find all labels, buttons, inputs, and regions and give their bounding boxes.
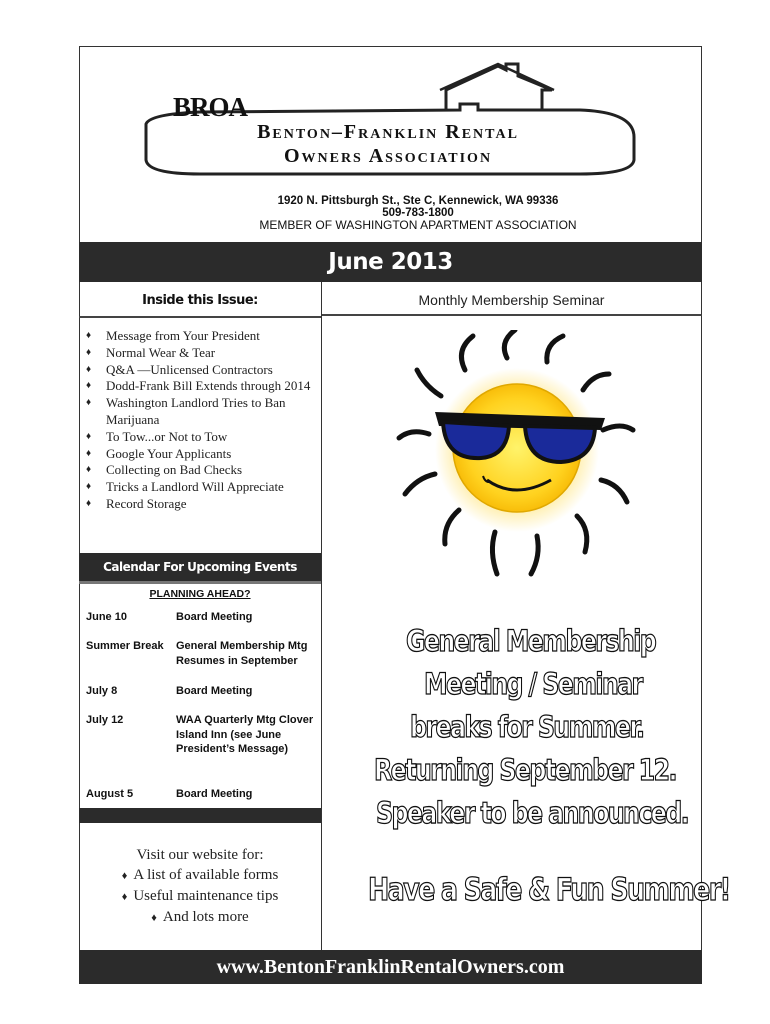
event-text: Board Meeting bbox=[176, 685, 253, 697]
diamond-bullet-icon: ♦ bbox=[86, 346, 92, 358]
list-item: ♦ Washington Landlord Tries to Ban Marijuana bbox=[86, 395, 286, 427]
announcement-line: Meeting / Seminar bbox=[424, 667, 642, 701]
diamond-bullet-icon: ♦ bbox=[121, 870, 128, 882]
announcement-line: Speaker to be announced. bbox=[376, 796, 689, 830]
event-date: August 5 bbox=[86, 788, 134, 800]
membership-line: MEMBER OF WASHINGTON APARTMENT ASSOCIATION bbox=[259, 218, 577, 232]
list-item: ♦ Record Storage bbox=[86, 495, 187, 511]
association-name bbox=[158, 120, 618, 176]
list-item: ♦ Tricks a Landlord Will Appreciate bbox=[86, 479, 284, 495]
list-item: ♦ Useful maintenance tips bbox=[121, 888, 279, 904]
street-address: 1920 N. Pittsburgh St., Ste C, Kennewick, WA 99336 bbox=[277, 195, 559, 207]
diamond-bullet-icon: ♦ bbox=[86, 397, 92, 409]
event-text: Board Meeting bbox=[176, 611, 253, 623]
website-promo bbox=[79, 845, 321, 928]
diamond-bullet-icon: ♦ bbox=[86, 464, 92, 476]
diamond-bullet-icon: ♦ bbox=[86, 481, 92, 493]
website-promo-intro: Visit our website for: bbox=[136, 847, 264, 863]
announcement-line: General Membership bbox=[406, 624, 656, 658]
diamond-bullet-icon: ♦ bbox=[86, 497, 92, 509]
logo-abbreviation: BROA bbox=[173, 92, 248, 122]
announcement-line: Returning September 12. bbox=[374, 753, 676, 787]
list-item: ♦ A list of available forms bbox=[121, 867, 279, 883]
diamond-bullet-icon: ♦ bbox=[86, 363, 92, 375]
list-item: ♦ Q&A —Unlicensed Contractors bbox=[86, 361, 273, 377]
event-text: Board Meeting bbox=[176, 788, 253, 800]
calendar-heading-text: Calendar For Upcoming Events bbox=[103, 560, 297, 574]
seminar-heading: Monthly Membership Seminar bbox=[322, 282, 702, 316]
event-date: July 8 bbox=[86, 685, 118, 697]
event-date: June 10 bbox=[86, 611, 127, 623]
inside-issue-heading: Inside this Issue: bbox=[79, 282, 321, 318]
event-date: July 12 bbox=[86, 714, 124, 726]
list-item: ♦ And lots more bbox=[151, 909, 249, 925]
list-item: ♦ Dodd-Frank Bill Extends through 2014 bbox=[86, 378, 311, 394]
diamond-bullet-icon: ♦ bbox=[121, 891, 128, 903]
sun-with-sunglasses-icon bbox=[395, 330, 645, 580]
diamond-bullet-icon: ♦ bbox=[86, 380, 92, 392]
list-item: ♦ To Tow...or Not to Tow bbox=[86, 428, 228, 444]
website-url-banner[interactable]: www.BentonFranklinRentalOwners.com bbox=[79, 950, 702, 984]
association-name-line1: Benton–Franklin Rental bbox=[257, 121, 519, 143]
announcement-line: breaks for Summer. bbox=[410, 710, 644, 744]
list-item: ♦ Google Your Applicants bbox=[86, 445, 232, 461]
list-item: ♦ Collecting on Bad Checks bbox=[86, 462, 243, 478]
contact-block bbox=[80, 195, 756, 231]
calendar-footer-bar bbox=[79, 808, 321, 823]
safe-summer-message: Have a Safe & Fun Summer! bbox=[368, 872, 730, 908]
planning-ahead-label: PLANNING AHEAD? bbox=[149, 588, 251, 600]
phone-number: 509-783-1800 bbox=[382, 207, 454, 219]
event-text: General Membership Mtg Resumes in September bbox=[176, 640, 308, 667]
association-name-line2: Owners Association bbox=[283, 145, 493, 167]
calendar-heading bbox=[79, 553, 321, 584]
calendar-heading-edge bbox=[79, 581, 321, 584]
diamond-bullet-icon: ♦ bbox=[86, 330, 92, 341]
list-item: ♦ Message from Your President bbox=[86, 328, 260, 343]
diamond-bullet-icon: ♦ bbox=[86, 447, 92, 459]
issue-contents-list bbox=[80, 328, 320, 513]
diamond-bullet-icon: ♦ bbox=[151, 912, 157, 924]
broa-logo bbox=[140, 62, 640, 187]
event-date: Summer Break bbox=[86, 640, 164, 652]
diamond-bullet-icon: ♦ bbox=[86, 430, 92, 442]
issue-date-banner: June 2013 bbox=[79, 242, 702, 282]
list-item: ♦ Normal Wear & Tear bbox=[86, 344, 216, 360]
event-text: WAA Quarterly Mtg Clover Island Inn (see June President’s Message) bbox=[176, 714, 314, 756]
